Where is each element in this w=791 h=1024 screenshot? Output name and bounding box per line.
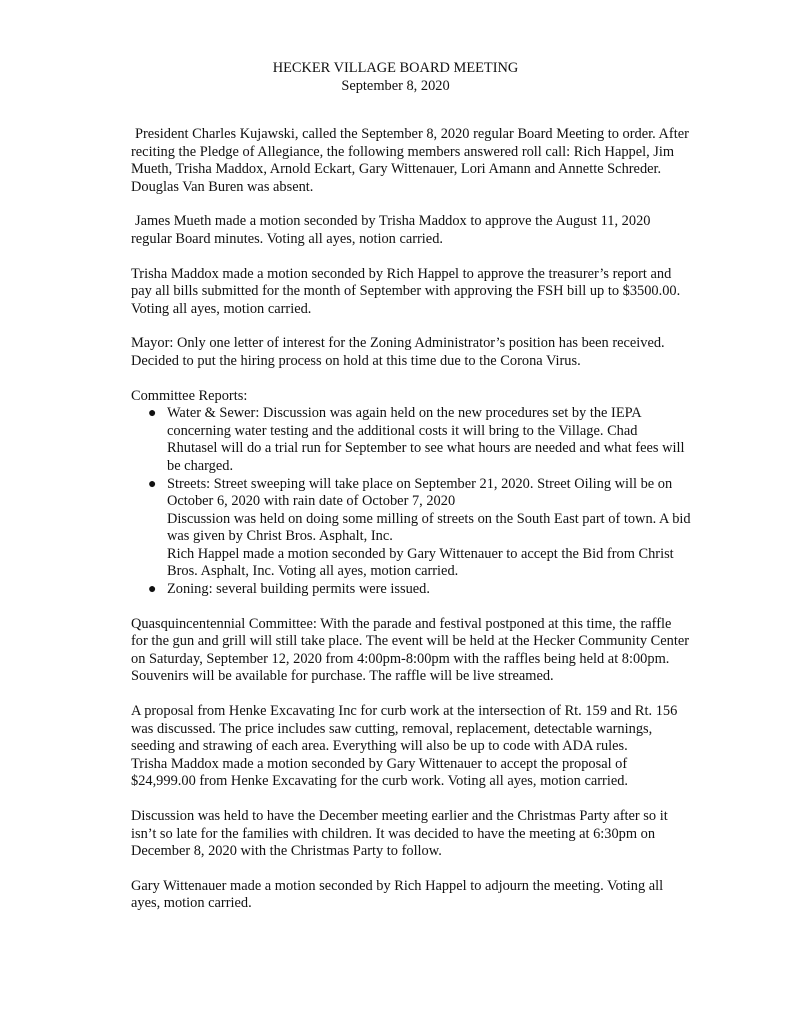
document-body — [131, 126, 691, 930]
paragraph-minutes-approval: James Mueth made a motion seconded by Trisha Maddox to approve the August 11, 2020 regular Board minutes. Voting all ayes, notion carried. — [131, 213, 651, 247]
committee-reports-heading: Committee Reports: — [131, 387, 248, 404]
paragraph-mayor: Mayor: Only one letter of interest for the Zoning Administrator’s position has been received. Decided to put the hiring process on hold at this time due to the Corona Virus. — [131, 335, 665, 369]
document-title: HECKER VILLAGE BOARD MEETING — [272, 60, 519, 76]
paragraph-curb-proposal: A proposal from Henke Excavating Inc for curb work at the intersection of Rt. 159 and Rt. 156 was discussed. The price includes saw cutting, removal, replacement, detectable warnings, seeding and strawing of each area. Everything will also be up to code with ADA rules. — [131, 703, 678, 755]
committee-reports-list — [131, 405, 691, 599]
list-item-streets — [148, 475, 691, 582]
paragraph-december-meeting: Discussion was held to have the December meeting earlier and the Christmas Party after so it isn’t so late for the families with children. It was decided to have the meeting at 6:30pm on December 8, 2020 with the Christmas Party to follow. — [131, 808, 668, 860]
list-item-water-sewer — [148, 405, 691, 475]
paragraph-call-to-order: President Charles Kujawski, called the September 8, 2020 regular Board Meeting to order. After reciting the Pledge of Allegiance, the following members answered roll call: Rich Happel, Jim Mueth, Trisha Maddox, Arnold Eckart, Gary Wittenauer, Lori Amann and Annette Schreder. Douglas Van Buren was absent. — [131, 126, 689, 195]
paragraph-quasquincentennial: Quasquincentennial Committee: With the parade and festival postponed at this time, the raffle for the gun and grill will still take place. The event will be held at the Hecker Community Center on Saturday, September 12, 2020 from 4:00pm-8:00pm with the raffles being held at 8:00pm. Souvenirs will be available for purchase. The raffle will be live streamed. — [131, 615, 690, 685]
streets-text: Streets: Street sweeping will take place on September 21, 2020. Street Oiling will be on October 6, 2020 with rain date of October 7, 2020 — [167, 475, 673, 510]
bullet-icon: ● — [148, 476, 157, 492]
meeting-date: September 8, 2020 — [341, 78, 450, 94]
paragraph-curb-motion: Trisha Maddox made a motion seconded by Gary Wittenauer to accept the proposal of $24,999.00 from Henke Excavating for the curb work. Voting all ayes, motion carried. — [131, 755, 629, 790]
bullet-icon: ● — [148, 582, 157, 598]
water-sewer-text: Water & Sewer: Discussion was again held on the new procedures set by the IEPA concerning water testing and the additional costs it will bring to the Village. Chad Rhutasel will do a trial run for September to see what hours are needed and what fees will be charged. — [167, 405, 685, 474]
document-header — [0, 59, 791, 95]
paragraph-treasurer-report: Trisha Maddox made a motion seconded by Rich Happel to approve the treasurer’s report and pay all bills submitted for the month of September with approving the FSH bill up to $3500.00. Voting all ayes, motion carried. — [131, 265, 681, 317]
zoning-text: Zoning: several building permits were issued. — [167, 581, 430, 598]
streets-motion-text: Rich Happel made a motion seconded by Gary Wittenauer to accept the Bid from Christ Bros. Asphalt, Inc. Voting all ayes, motion carried. — [167, 545, 674, 580]
paragraph-adjourn: Gary Wittenauer made a motion seconded by Rich Happel to adjourn the meeting. Voting all ayes, motion carried. — [131, 877, 664, 912]
bullet-icon: ● — [148, 406, 157, 422]
list-item-zoning — [148, 581, 691, 599]
streets-milling-text: Discussion was held on doing some milling of streets on the South East part of town. A bid was given by Christ Bros. Asphalt, Inc. — [167, 510, 691, 545]
